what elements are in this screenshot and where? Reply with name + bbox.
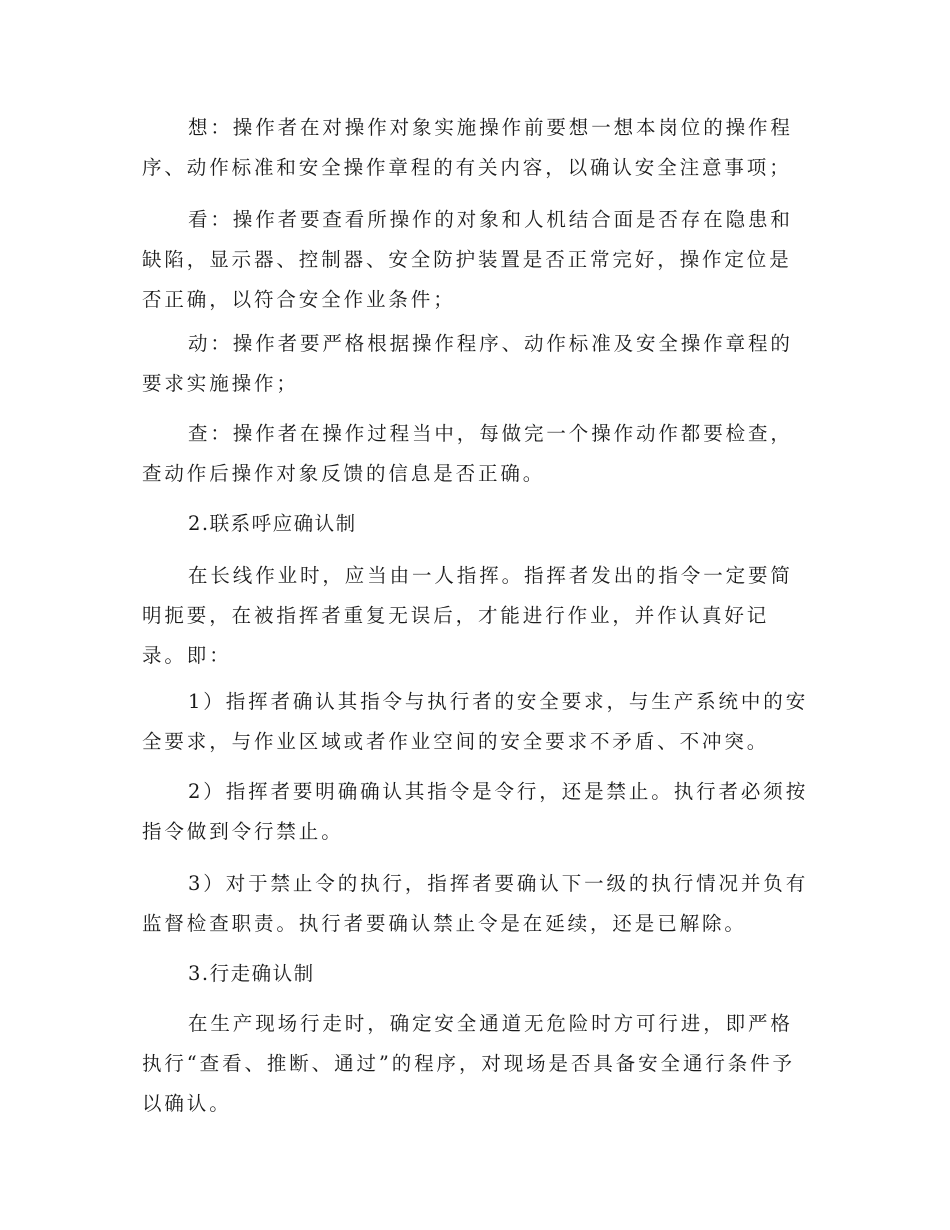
section-heading-contact-confirmation: 2.联系呼应确认制 xyxy=(188,512,357,535)
section-heading-walking-confirmation: 3.行走确认制 xyxy=(188,962,315,985)
paragraph-xiang: 想：操作者在对操作对象实施操作前要想一想本岗位的操作程序、动作标准和安全操作章程的有关内容，以确认安全注意事项； xyxy=(142,116,793,179)
paragraph-long-line-work: 在长线作业时，应当由一人指挥。指挥者发出的指令一定要简明扼要，在被指挥者重复无误后，才能进行作业，并作认真好记录。即： xyxy=(142,564,793,667)
list-item-2: 2）指挥者要明确确认其指令是令行，还是禁止。执行者必须按指令做到令行禁止。 xyxy=(142,780,809,843)
list-item-3: 3）对于禁止令的执行，指挥者要确认下一级的执行情况并负有监督检查职责。执行者要确认禁止令是在延续，还是已解除。 xyxy=(142,872,809,935)
paragraph-dong: 动：操作者要严格根据操作程序、动作标准及安全操作章程的要求实施操作； xyxy=(142,332,793,395)
paragraph-cha: 查：操作者在操作过程当中，每做完一个操作动作都要检查，查动作后操作对象反馈的信息是否正确。 xyxy=(142,422,793,485)
paragraph-kan: 看：操作者要查看所操作的对象和人机结合面是否存在隐患和缺陷，显示器、控制器、安全防护装置是否正常完好，操作定位是否正确，以符合安全作业条件； xyxy=(142,208,793,311)
list-item-1: 1）指挥者确认其指令与执行者的安全要求，与生产系统中的安全要求，与作业区域或者作业空间的安全要求不矛盾、不冲突。 xyxy=(142,690,809,753)
paragraph-walking: 在生产现场行走时，确定安全通道无危险时方可行进，即严格执行“查看、推断、通过”的程序，对现场是否具备安全通行条件予以确认。 xyxy=(142,1012,795,1115)
